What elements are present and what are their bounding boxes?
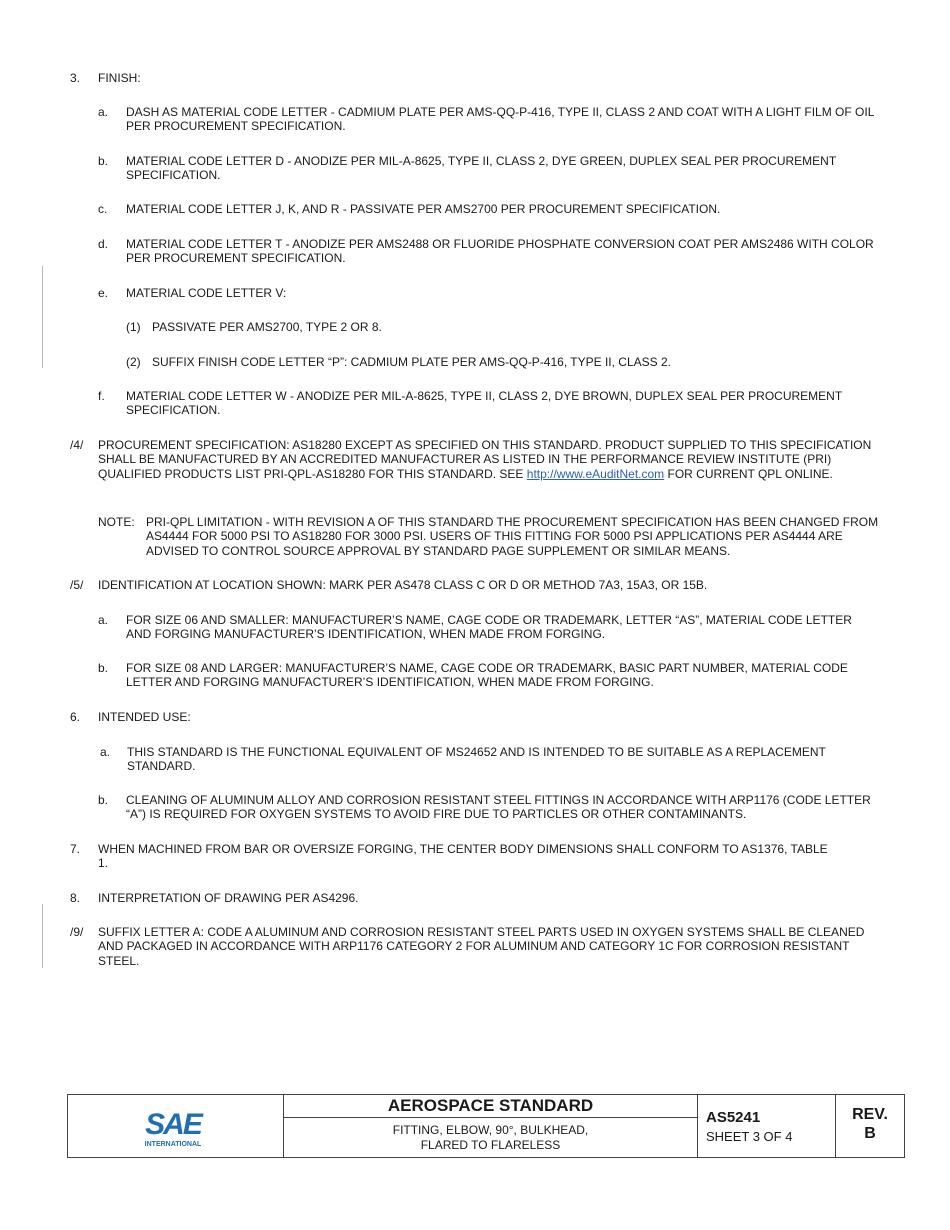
section-number: 7. [70,842,81,856]
sheet-number: SHEET 3 OF 4 [706,1129,793,1144]
item-letter: b. [98,154,109,168]
section-number: /4/ [70,438,84,452]
item-text: DASH AS MATERIAL CODE LETTER - CADMIUM PLATE PER AMS-QQ-P-416, TYPE II, CLASS 2 AND COAT WITH A LIGHT FILM OF OIL PER PROCUREMENT SPECIFICATION. [126,105,874,134]
section-heading: INTENDED USE: [98,710,191,724]
item-text: FOR SIZE 08 AND LARGER: MANUFACTURER’S NAME, CAGE CODE OR TRADEMARK, BASIC PART NUMBER, MATERIAL CODE LETTER AND FORGING MANUFACTURER’S IDENTIFICATION, WHEN MADE FROM FORGING. [126,661,848,690]
standard-title: AEROSPACE STANDARD [284,1095,697,1118]
section-number: /5/ [70,578,84,592]
subitem-number: (2) [126,355,141,369]
revision-cell [836,1095,904,1157]
logo-wordmark: SAE [145,1108,201,1141]
eauditnet-link[interactable]: http://www.eAuditNet.com [526,466,665,481]
subitem-text: PASSIVATE PER AMS2700, TYPE 2 OR 8. [152,320,382,334]
section-text [98,438,888,481]
section-number: 6. [70,710,81,724]
item-letter: f. [98,389,105,403]
item-text: MATERIAL CODE LETTER D - ANODIZE PER MIL-A-8625, TYPE II, CLASS 2, DYE GREEN, DUPLEX SEAL PER PROCUREMENT SPECIFICATION. [126,154,836,183]
item-letter: c. [98,202,108,216]
document-cell [698,1095,836,1157]
item-letter: b. [98,661,109,675]
section-number: 8. [70,891,81,905]
section-text: SUFFIX LETTER A: CODE A ALUMINUM AND CORROSION RESISTANT STEEL PARTS USED IN OXYGEN SYSTEMS SHALL BE CLEANED AND PACKAGED IN ACCORDANCE WITH ARP1176 CATEGORY 2 FOR ALUMINUM AND CATEGORY 1C FOR CORROSION RESISTANT STEEL. [98,925,865,968]
section-number: 3. [70,71,81,85]
item-text: MATERIAL CODE LETTER V: [126,286,287,300]
note-text: PRI-QPL LIMITATION - WITH REVISION A OF THIS STANDARD THE PROCUREMENT SPECIFICATION HAS BEEN CHANGED FROM AS4444 FOR 5000 PSI TO AS18280 FOR 3000 PSI. USERS OF THIS FITTING FOR 5000 PSI APPLICATIONS PER AS4444 ARE ADVISED TO CONTROL SOURCE APPROVAL BY STANDARD PAGE SUPPLEMENT OR SIMILAR MEANS. [146,515,879,558]
section-text: WHEN MACHINED FROM BAR OR OVERSIZE FORGING, THE CENTER BODY DIMENSIONS SHALL CONFORM TO AS1376, TABLE 1. [98,842,828,871]
change-bar [42,904,43,968]
item-letter: a. [98,105,109,119]
section-text: INTERPRETATION OF DRAWING PER AS4296. [98,891,359,905]
title-block [67,1094,905,1158]
procurement-text-end: FOR CURRENT QPL ONLINE. [664,466,833,481]
item-text: MATERIAL CODE LETTER T - ANODIZE PER AMS2488 OR FLUORIDE PHOSPHATE CONVERSION COAT PER AMS2486 WITH COLOR PER PROCUREMENT SPECIFICATION. [126,237,874,266]
item-text: THIS STANDARD IS THE FUNCTIONAL EQUIVALENT OF MS24652 AND IS INTENDED TO BE SUITABLE AS A REPLACEMENT STANDARD. [127,745,826,774]
part-description-line2: FLARED TO FLARELESS [420,1138,561,1152]
item-letter: a. [100,745,111,759]
procurement-text: PROCUREMENT SPECIFICATION: AS18280 EXCEPT AS SPECIFIED ON THIS STANDARD. PRODUCT SUPPLIED TO THIS SPECIFICATION SHALL BE MANUFACTURED BY AN ACCREDITED MANUFACTURER AS LISTED IN THE PERFORMANCE REVIEW INSTITUTE (PRI) QUALIFIED PRODUCTS LIST PRI-QPL-AS18280 FOR THIS STANDARD. SEE [98,438,872,481]
part-description [284,1123,697,1153]
section-text: IDENTIFICATION AT LOCATION SHOWN: MARK PER AS478 CLASS C OR D OR METHOD 7A3, 15A3, OR 15B. [98,578,708,592]
logo-cell [68,1095,284,1157]
logo-subtext: INTERNATIONAL [144,1141,202,1148]
item-text: MATERIAL CODE LETTER W - ANODIZE PER MIL-A-8625, TYPE II, CLASS 2, DYE BROWN, DUPLEX SEAL PER PROCUREMENT SPECIFICATION. [126,389,842,418]
section-heading: FINISH: [98,71,141,85]
part-description-line1: FITTING, ELBOW, 90°, BULKHEAD, [392,1123,589,1137]
item-letter: d. [98,237,109,251]
change-bar [42,266,43,368]
subitem-number: (1) [126,320,141,334]
item-text: MATERIAL CODE LETTER J, K, AND R - PASSIVATE PER AMS2700 PER PROCUREMENT SPECIFICATION. [126,202,721,216]
section-number: /9/ [70,925,84,939]
note-label: NOTE: [98,515,135,529]
item-text: FOR SIZE 06 AND SMALLER: MANUFACTURER’S NAME, CAGE CODE OR TRADEMARK, LETTER “AS”, MATERIAL CODE LETTER AND FORGING MANUFACTURER’S IDENTIFICATION, WHEN MADE FROM FORGING. [126,613,852,642]
revision-value: B [864,1125,876,1142]
sae-logo [138,1105,208,1149]
item-letter: a. [98,613,109,627]
title-cell [284,1095,698,1157]
item-letter: b. [98,793,109,807]
revision-label: REV. [852,1106,888,1123]
document-number: AS5241 [706,1109,761,1126]
item-text: CLEANING OF ALUMINUM ALLOY AND CORROSION RESISTANT STEEL FITTINGS IN ACCORDANCE WITH ARP1176 (CODE LETTER “A”) IS REQUIRED FOR OXYGEN SYSTEMS TO AVOID FIRE DUE TO PARTICLES OR OTHER CONTAMINANTS. [126,793,871,822]
subitem-text: SUFFIX FINISH CODE LETTER “P”: CADMIUM PLATE PER AMS-QQ-P-416, TYPE II, CLASS 2. [152,355,671,369]
item-letter: e. [98,286,109,300]
